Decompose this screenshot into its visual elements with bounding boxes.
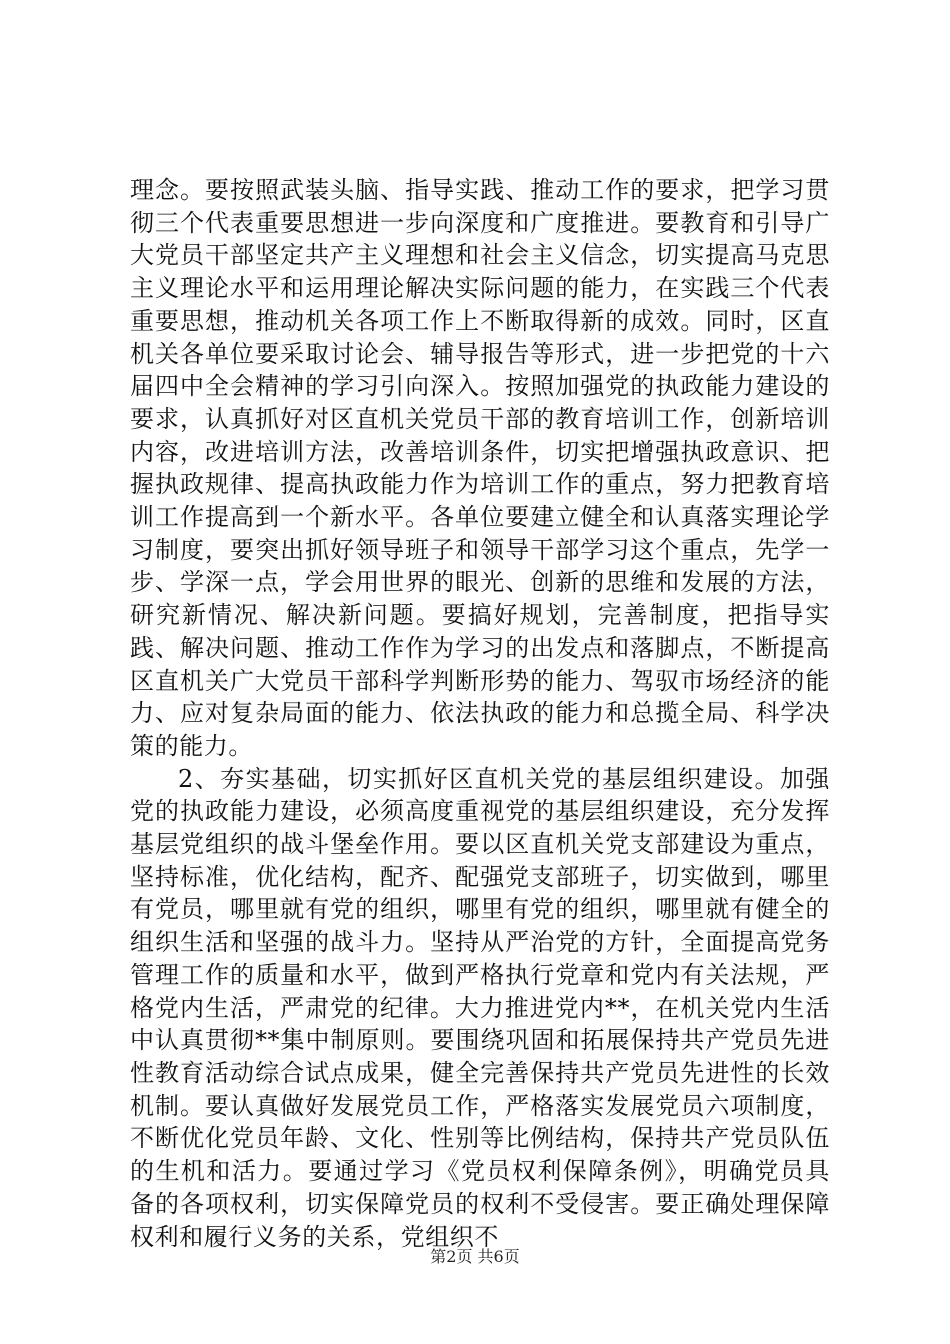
paragraph-continuation: 理念。要按照武装头脑、指导实践、推动工作的要求，把学习贯彻三个代表重要思想进一步向深度和广度推进。要教育和引导广大党员干部坚定共产主义理想和社会主义信念，切实提高马克思主义理论水平和运用理论解决实际问题的能力，在实践三个代表重要思想，推动机关各项工作上不断取得新的成效。同时，区直机关各单位要采取讨论会、辅导报告等形式，进一步把党的十六届四中全会精神的学习引向深入。按照加强党的执政能力建设的要求，认真抓好对区直机关党员干部的教育培训工作，创新培训内容，改进培训方法，改善培训条件，切实把增强执政意识、把握执政规律、提高执政能力作为培训工作的重点，努力把教育培训工作提高到一个新水平。各单位要建立健全和认真落实理论学习制度，要突出抓好领导班子和领导干部学习这个重点，先学一步、学深一点，学会用世界的眼光、创新的思维和发展的方法，研究新情况、解决新问题。要搞好规划，完善制度，把指导实践、解决问题、推动工作作为学习的出发点和落脚点，不断提高区直机关广大党员干部科学判断形势的能力、驾驭市场经济的能力、应对复杂局面的能力、依法执政的能力和总揽全局、科学决策的能力。: [130, 176, 830, 760]
document-body: [130, 174, 830, 1253]
paragraph-section-2: 2、夯实基础，切实抓好区直机关党的基层组织建设。加强党的执政能力建设，必须高度重视党的基层组织建设，充分发挥基层党组织的战斗堡垒作用。要以区直机关党支部建设为重点，坚持标准，优化结构，配齐、配强党支部班子，切实做到，哪里有党员，哪里就有党的组织，哪里有党的组织，哪里就有健全的组织生活和坚强的战斗力。坚持从严治党的方针，全面提高党务管理工作的质量和水平，做到严格执行党章和党内有关法规，严格党内生活，严肃党的纪律。大力推进党内**，在机关党内生活中认真贯彻**集中制原则。要围绕巩固和拓展保持共产党员先进性教育活动综合试点成果，健全完善保持共产党员先进性的长效机制。要认真做好发展党员工作，严格落实发展党员六项制度，不断优化党员年龄、文化、性别等比例结构，保持共产党员队伍的生机和活力。要通过学习《党员权利保障条例》，明确党员具备的各项权利，切实保障党员的权利不受侵害。要正确处理保障权利和履行义务的关系，党组织不: [130, 764, 830, 1251]
page-footer: 第2页 共6页: [430, 1247, 520, 1266]
